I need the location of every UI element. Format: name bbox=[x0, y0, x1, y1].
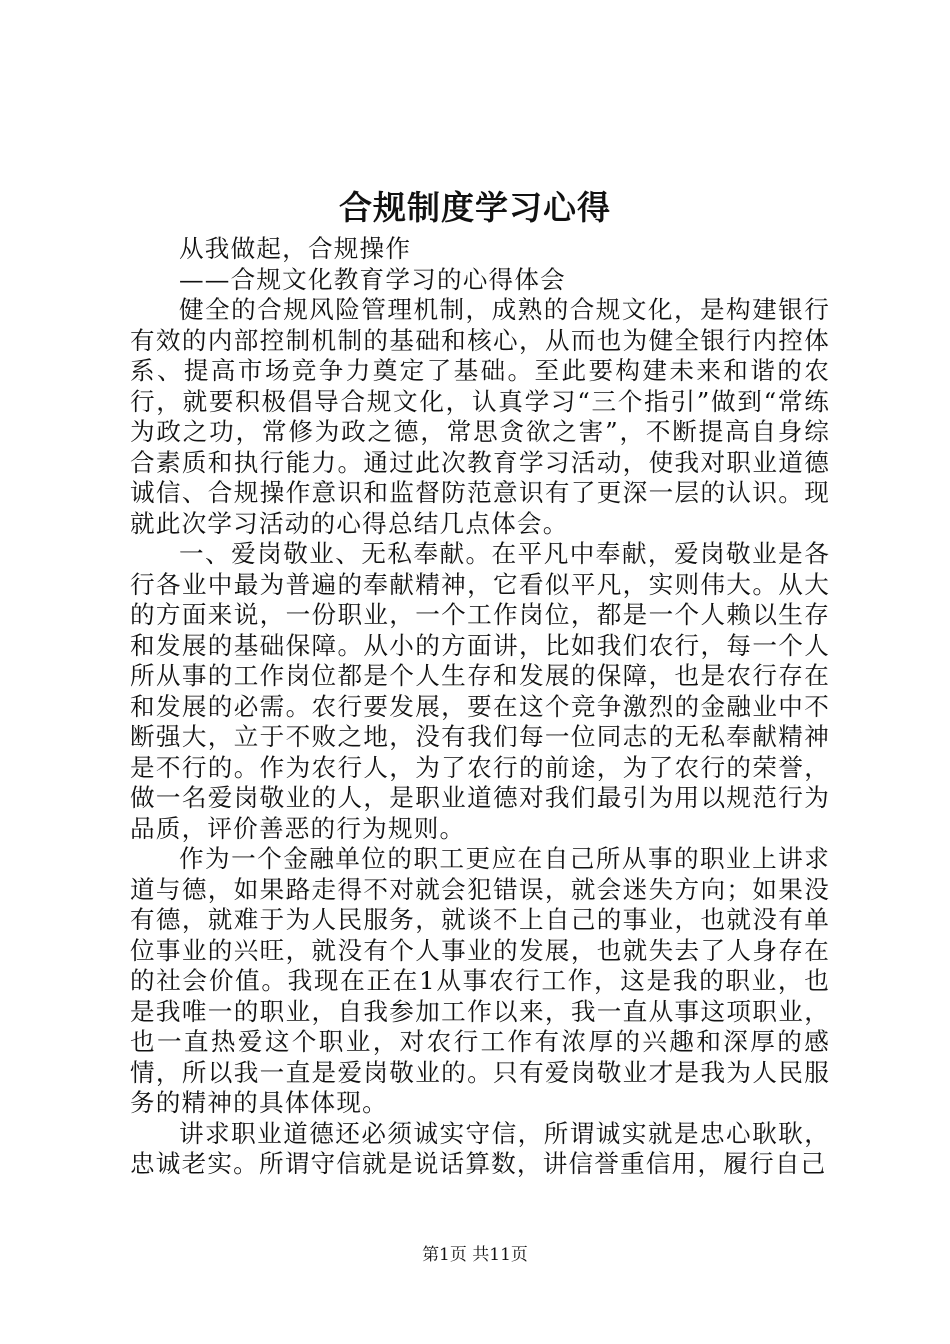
subtitle-line: ——合规文化教育学习的心得体会 bbox=[179, 264, 566, 294]
body-paragraph: 健全的合规风险管理机制，成熟的合规文化，是构建银行有效的内部控制机制的基础和核心，从而也为健全银行内控体系、提高市场竞争力奠定了基础。至此要构建未来和谐的农行，就要积极倡导合规文化，认真学习“三个指引”做到“常练为政之功，常修为政之德，常思贪欲之害”，不断提高自身综合素质和执行能力。通过此次教育学习活动，使我对职业道德诚信、合规操作意识和监督防范意识有了更深一层的认识。现就此次学习活动的心得总结几点体会。 bbox=[130, 295, 830, 538]
body-paragraph: 一、爱岗敬业、无私奉献。在平凡中奉献，爱岗敬业是各行各业中最为普遍的奉献精神，它看似平凡，实则伟大。从大的方面来说，一份职业，一个工作岗位，都是一个人赖以生存和发展的基础保障。从小的方面讲，比如我们农行，每一个人所从事的工作岗位都是个人生存和发展的保障，也是农行存在和发展的必需。农行要发展，要在这个竞争激烈的金融业中不断强大，立于不败之地，没有我们每一位同志的无私奉献精神是不行的。作为农行人，为了农行的前途，为了农行的荣誉，做一名爱岗敬业的人，是职业道德对我们最引为用以规范行为品质，评价善恶的行为规则。 bbox=[130, 539, 830, 843]
subtitle-line: 从我做起，合规操作 bbox=[179, 234, 412, 263]
body-paragraph: 讲求职业道德还必须诚实守信，所谓诚实就是忠心耿耿，忠诚老实。所谓守信就是说话算数，讲信誉重信用，履行自己 bbox=[130, 1118, 830, 1178]
document-body bbox=[130, 234, 830, 1180]
body-paragraph: 作为一个金融单位的职工更应在自己所从事的职业上讲求道与德，如果路走得不对就会犯错误，就会迷失方向；如果没有德，就难于为人民服务，就谈不上自己的事业，也就没有单位事业的兴旺，就没有个人事业的发展，也就失去了人身存在的社会价值。我现在正在1从事农行工作，这是我的职业，也是我唯一的职业，自我参加工作以来，我一直从事这项职业，也一直热爱这个职业，对农行工作有浓厚的兴趣和深厚的感情，所以我一直是爱岗敬业的。只有爱岗敬业才是我为人民服务的精神的具体体现。 bbox=[130, 844, 830, 1117]
document-title: 合规制度学习心得 bbox=[339, 188, 611, 227]
page-number-footer: 第1页 共11页 bbox=[422, 1245, 528, 1265]
